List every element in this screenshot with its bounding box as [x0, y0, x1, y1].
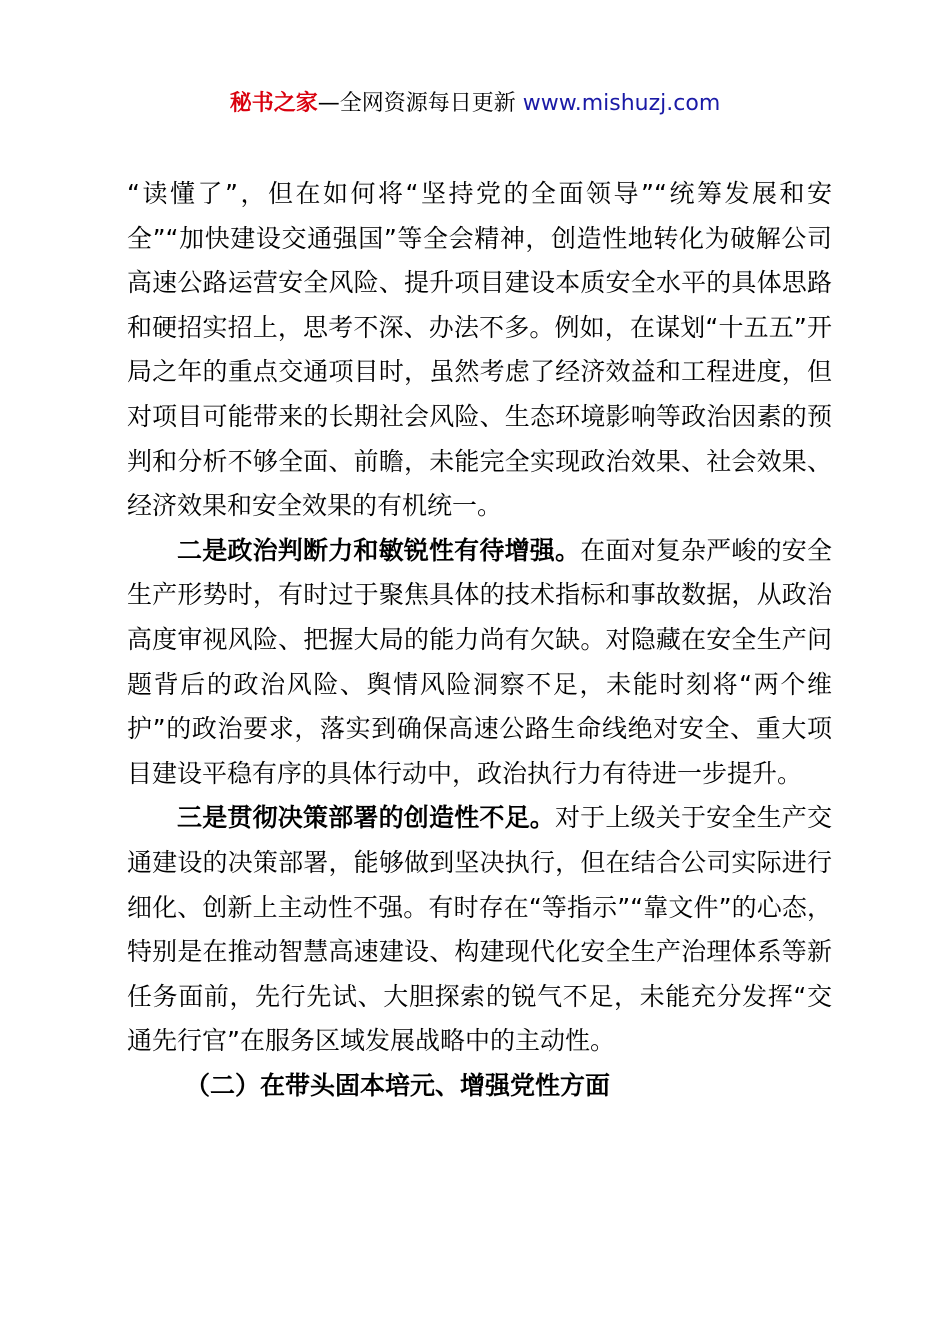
- document-body: [127, 172, 832, 1108]
- paragraph-lead: 二是政治判断力和敏锐性有待增强。: [177, 535, 581, 565]
- section-heading: （二）在带头固本培元、增强党性方面: [185, 1070, 611, 1100]
- paragraph-point-two: [127, 529, 832, 797]
- paragraph-point-three: [127, 796, 832, 1064]
- paragraph-text: 在面对复杂严峻的安全生产形势时，有时过于聚焦具体的技术指标和事故数据，从政治高度审视风险、把握大局的能力尚有欠缺。对隐藏在安全生产问题背后的政治风险、舆情风险洞察不足，未能时刻将“两个维护”的政治要求，落实到确保高速公路生命线绝对安全、重大项目建设平稳有序的具体行动中，政治执行力有待进一步提升。: [127, 535, 832, 788]
- header-brand: 秘书之家: [229, 91, 318, 116]
- page-header: [0, 88, 950, 120]
- paragraph-text: “读懂了”，但在如何将“坚持党的全面领导”“统筹发展和安全”“加快建设交通强国”等全会精神，创造性地转化为破解公司高速公路运营安全风险、提升项目建设本质安全水平的具体思路和硬招实招上，思考不深、办法不多。例如，在谋划“十五五”开局之年的重点交通项目时，虽然考虑了经济效益和工程进度，但对项目可能带来的长期社会风险、生态环境影响等政治因素的预判和分析不够全面、前瞻，未能完全实现政治效果、社会效果、经济效果和安全效果的有机统一。: [127, 179, 832, 521]
- header-url[interactable]: www.mishuzj.com: [522, 91, 721, 116]
- header-tagline: —全网资源每日更新: [317, 91, 523, 116]
- paragraph-continuation: [127, 172, 832, 529]
- paragraph-lead: 三是贯彻决策部署的创造性不足。: [177, 803, 555, 833]
- paragraph-text: 对于上级关于安全生产交通建设的决策部署，能够做到坚决执行，但在结合公司实际进行细化、创新上主动性不强。有时存在“等指示”“靠文件”的心态，特别是在推动智慧高速建设、构建现代化安全生产治理体系等新任务面前，先行先试、大胆探索的锐气不足，未能充分发挥“交通先行官”在服务区域发展战略中的主动性。: [127, 803, 832, 1056]
